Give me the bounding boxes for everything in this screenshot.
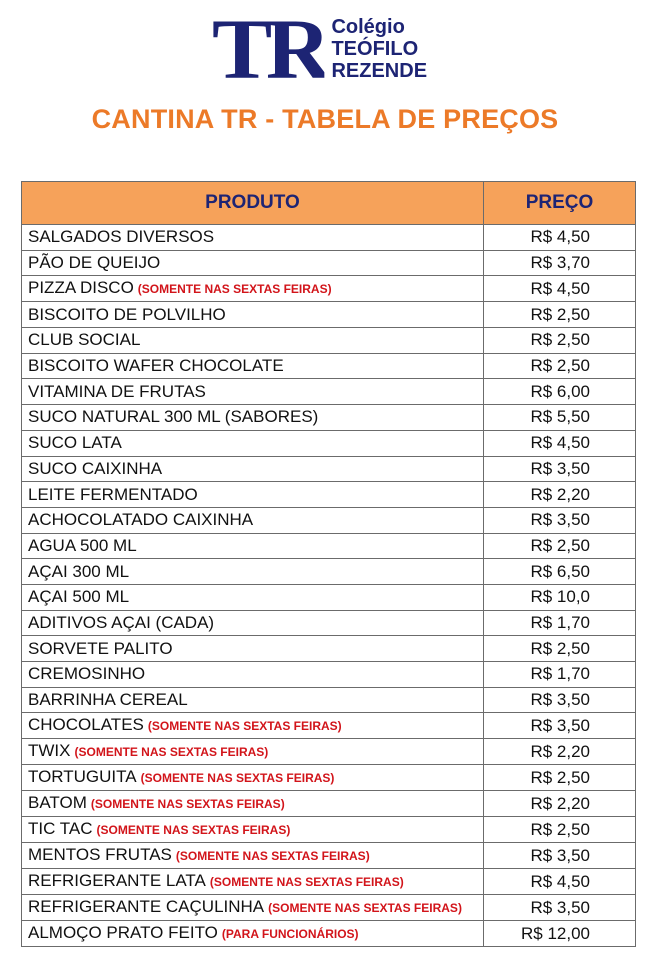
product-cell	[22, 507, 484, 533]
product-name: PIZZA DISCO	[28, 278, 134, 298]
product-name: AÇAI 500 ML	[28, 587, 130, 607]
product-name: ADITIVOS AÇAI (CADA)	[28, 612, 215, 632]
table-row	[22, 687, 636, 713]
product-name: VITAMINA DE FRUTAS	[28, 381, 206, 401]
table-row	[22, 250, 636, 276]
price-cell: R$ 6,50	[484, 559, 636, 585]
table-row	[22, 843, 636, 869]
product-name: SUCO CAIXINHA	[28, 458, 163, 478]
logo-line-1: Colégio	[331, 16, 405, 38]
product-name: PÃO DE QUEIJO	[28, 253, 161, 273]
product-name: REFRIGERANTE LATA	[28, 871, 206, 891]
price-cell: R$ 2,50	[484, 636, 636, 662]
product-name: BISCOITO DE POLVILHO	[28, 304, 226, 324]
table-row	[22, 739, 636, 765]
product-name: TIC TAC	[28, 819, 93, 839]
product-cell	[22, 636, 484, 662]
product-cell	[22, 687, 484, 713]
product-cell	[22, 456, 484, 482]
table-row	[22, 225, 636, 251]
price-cell: R$ 4,50	[484, 225, 636, 251]
table-row	[22, 482, 636, 508]
price-cell: R$ 2,50	[484, 302, 636, 328]
product-name: AÇAI 300 ML	[28, 561, 130, 581]
price-cell: R$ 2,50	[484, 533, 636, 559]
price-cell: R$ 2,20	[484, 482, 636, 508]
product-cell	[22, 559, 484, 585]
school-logo	[212, 14, 427, 86]
price-cell: R$ 2,50	[484, 765, 636, 791]
price-cell: R$ 3,50	[484, 713, 636, 739]
price-cell: R$ 3,50	[484, 456, 636, 482]
price-cell: R$ 3,50	[484, 687, 636, 713]
logo-line-3: REZENDE	[331, 60, 428, 82]
table-row	[22, 533, 636, 559]
table-row	[22, 791, 636, 817]
product-name: TORTUGUITA	[28, 767, 137, 787]
price-cell: R$ 6,00	[484, 379, 636, 405]
product-cell	[22, 276, 484, 302]
product-cell	[22, 610, 484, 636]
product-cell	[22, 225, 484, 251]
table-row	[22, 276, 636, 302]
product-cell	[22, 250, 484, 276]
product-cell	[22, 353, 484, 379]
price-cell: R$ 3,50	[484, 895, 636, 921]
product-name: BARRINHA CEREAL	[28, 690, 188, 710]
product-note: (SOMENTE NAS SEXTAS FEIRAS)	[268, 901, 462, 916]
product-note: (SOMENTE NAS SEXTAS FEIRAS)	[96, 823, 291, 838]
product-cell	[22, 482, 484, 508]
price-cell: R$ 4,50	[484, 276, 636, 302]
price-cell: R$ 4,50	[484, 430, 636, 456]
price-cell: R$ 3,70	[484, 250, 636, 276]
price-cell: R$ 12,00	[484, 921, 636, 947]
product-cell	[22, 713, 484, 739]
product-name: SUCO NATURAL 300 ML (SABORES)	[28, 407, 319, 427]
product-cell	[22, 533, 484, 559]
table-body	[22, 225, 636, 947]
table-row	[22, 430, 636, 456]
product-name: LEITE FERMENTADO	[28, 484, 198, 504]
product-note: (SOMENTE NAS SEXTAS FEIRAS)	[147, 719, 342, 734]
product-cell	[22, 328, 484, 354]
product-name: CHOCOLATES	[28, 715, 144, 735]
product-cell	[22, 817, 484, 843]
product-name: BISCOITO WAFER CHOCOLATE	[28, 356, 284, 376]
product-cell	[22, 430, 484, 456]
page-title: CANTINA TR - TABELA DE PREÇOS	[91, 104, 559, 134]
product-name: ACHOCOLATADO CAIXINHA	[28, 510, 254, 530]
product-cell	[22, 869, 484, 895]
product-cell	[22, 791, 484, 817]
product-name: SALGADOS DIVERSOS	[28, 227, 215, 247]
product-cell	[22, 921, 484, 947]
product-note: (SOMENTE NAS SEXTAS FEIRAS)	[175, 849, 370, 864]
product-cell	[22, 405, 484, 431]
product-name: SORVETE PALITO	[28, 638, 173, 658]
table-row	[22, 353, 636, 379]
table-row	[22, 584, 636, 610]
table-row	[22, 895, 636, 921]
product-cell	[22, 662, 484, 688]
price-cell: R$ 10,0	[484, 584, 636, 610]
product-name: MENTOS FRUTAS	[28, 845, 172, 865]
product-cell	[22, 843, 484, 869]
table-row	[22, 817, 636, 843]
product-name: AGUA 500 ML	[28, 535, 137, 555]
product-note: (PARA FUNCIONÁRIOS)	[221, 927, 359, 942]
product-cell	[22, 739, 484, 765]
product-cell	[22, 584, 484, 610]
table-row	[22, 869, 636, 895]
product-note: (SOMENTE NAS SEXTAS FEIRAS)	[90, 797, 285, 812]
table-row	[22, 636, 636, 662]
price-cell: R$ 3,50	[484, 843, 636, 869]
price-cell: R$ 2,20	[484, 791, 636, 817]
price-cell: R$ 1,70	[484, 610, 636, 636]
product-name: TWIX	[28, 741, 71, 761]
table-row	[22, 662, 636, 688]
product-name: REFRIGERANTE CAÇULINHA	[28, 897, 265, 917]
table-row	[22, 765, 636, 791]
table-row	[22, 302, 636, 328]
product-name: CLUB SOCIAL	[28, 330, 141, 350]
product-cell	[22, 302, 484, 328]
table-row	[22, 456, 636, 482]
price-cell: R$ 1,70	[484, 662, 636, 688]
product-name: BATOM	[28, 793, 87, 813]
price-cell: R$ 2,20	[484, 739, 636, 765]
price-table	[21, 181, 636, 947]
logo-line-2: TEÓFILO	[331, 38, 419, 60]
table-row	[22, 507, 636, 533]
logo-mark: TR	[212, 14, 325, 86]
price-cell: R$ 2,50	[484, 353, 636, 379]
product-name: SUCO LATA	[28, 433, 122, 453]
product-name: CREMOSINHO	[28, 664, 146, 684]
column-header-product: PRODUTO	[22, 182, 484, 225]
table-row	[22, 921, 636, 947]
price-cell: R$ 4,50	[484, 869, 636, 895]
product-note: (SOMENTE NAS SEXTAS FEIRAS)	[140, 771, 335, 786]
price-cell: R$ 5,50	[484, 405, 636, 431]
product-cell	[22, 895, 484, 921]
column-header-price: PREÇO	[484, 182, 636, 225]
table-row	[22, 610, 636, 636]
table-row	[22, 713, 636, 739]
table-row	[22, 379, 636, 405]
product-name: ALMOÇO PRATO FEITO	[28, 923, 218, 943]
product-cell	[22, 765, 484, 791]
table-row	[22, 405, 636, 431]
product-note: (SOMENTE NAS SEXTAS FEIRAS)	[137, 282, 332, 297]
logo-school-name	[331, 16, 427, 82]
price-cell: R$ 2,50	[484, 328, 636, 354]
product-cell	[22, 379, 484, 405]
product-note: (SOMENTE NAS SEXTAS FEIRAS)	[209, 875, 404, 890]
price-cell: R$ 2,50	[484, 817, 636, 843]
table-row	[22, 559, 636, 585]
table-header-row	[22, 182, 636, 225]
price-cell: R$ 3,50	[484, 507, 636, 533]
product-note: (SOMENTE NAS SEXTAS FEIRAS)	[74, 745, 269, 760]
table-row	[22, 328, 636, 354]
